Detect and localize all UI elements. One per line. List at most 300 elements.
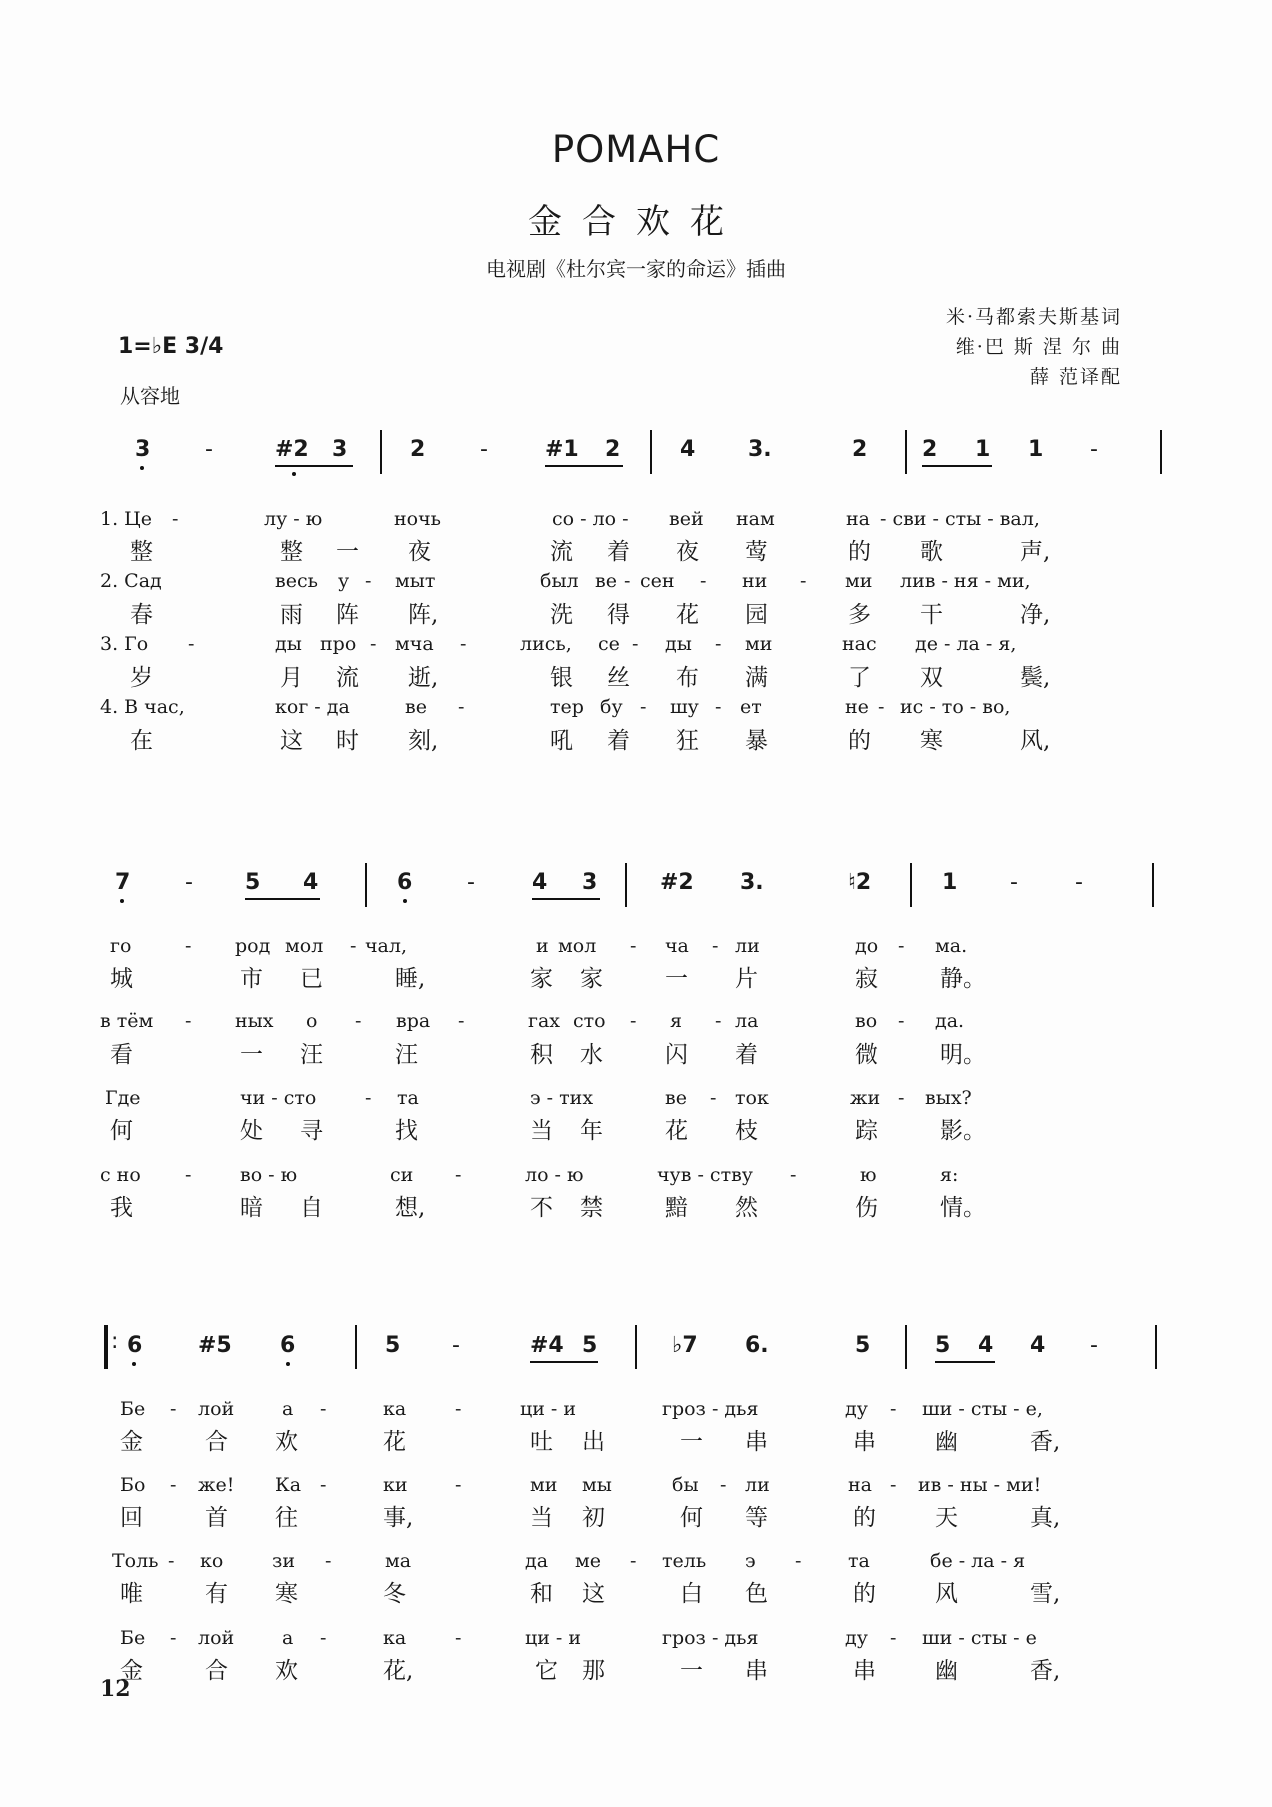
beam: [935, 1361, 995, 1363]
lyric-char: 鬓,: [1020, 665, 1051, 691]
lyric-syllable: бу: [600, 696, 623, 718]
lyric-syllable: -: [170, 1627, 177, 1649]
lyric-syllable: ве: [665, 1087, 687, 1109]
lyric-syllable: -: [365, 1087, 372, 1109]
lyric-char: 风,: [1020, 728, 1051, 754]
lyric-char: 片: [735, 966, 758, 992]
note-hold: -: [452, 1333, 460, 1358]
lyric-syllable: -: [890, 1474, 897, 1496]
lyric-char: 春: [130, 602, 153, 628]
note: #2: [275, 437, 309, 462]
lyric-syllable: ночь: [394, 508, 442, 530]
lyric-char: 水: [580, 1042, 603, 1068]
lyric-syllable: -: [640, 696, 647, 718]
lyric-syllable: да: [525, 1550, 549, 1572]
lyric-char: 香,: [1030, 1429, 1061, 1455]
lyric-syllable: ду: [845, 1398, 868, 1420]
note: 5: [582, 1333, 598, 1358]
lyric-syllable: -: [700, 570, 707, 592]
note: 1: [975, 437, 991, 462]
lyric-syllable: 2. Сад: [100, 570, 162, 592]
lyric-char: 一: [665, 966, 688, 992]
lyric-char: 银: [550, 665, 573, 691]
lyric-syllable: ка: [383, 1398, 407, 1420]
barline: [380, 430, 382, 474]
lyric-char: 有: [205, 1581, 228, 1607]
note: ♭7: [672, 1333, 698, 1358]
lyric-char: 影。: [940, 1118, 986, 1144]
lyric-char: 刻,: [408, 728, 439, 754]
lyric-syllable: та: [397, 1087, 419, 1109]
lyric-char: 花: [665, 1118, 688, 1144]
lyric-syllable: шу: [670, 696, 699, 718]
lyric-char: 禁: [580, 1195, 603, 1221]
beam: [275, 465, 353, 467]
note: 2: [605, 437, 621, 462]
lyric-syllable: ши - сты - е: [922, 1627, 1037, 1649]
beam: [532, 898, 600, 900]
lyric-char: 不: [530, 1195, 553, 1221]
lyric-char: 着: [607, 539, 630, 565]
lyric-char: 了: [848, 665, 871, 691]
lyric-char: 净,: [1020, 602, 1051, 628]
lyric-syllable: гах: [528, 1010, 560, 1032]
lyric-syllable: -: [630, 1010, 637, 1032]
lyric-syllable: -: [715, 696, 722, 718]
lyric-char: 天: [935, 1505, 958, 1531]
lyric-char: 花,: [383, 1658, 414, 1684]
note: 3.: [740, 870, 764, 895]
lyric-char: 我: [110, 1195, 133, 1221]
lyric-syllable: -: [370, 633, 377, 655]
lyric-syllable: ци - и: [525, 1627, 582, 1649]
note: #4: [530, 1333, 564, 1358]
lyric-syllable: -: [170, 1398, 177, 1420]
lyric-syllable: -: [185, 1164, 192, 1186]
barline: [905, 1325, 907, 1369]
lyric-char: 处: [240, 1118, 263, 1144]
song-title: РОМАНС: [551, 128, 721, 171]
lyric-syllable: я: [670, 1010, 682, 1032]
lyric-char: 伤: [855, 1195, 878, 1221]
lyric-char: 吐: [530, 1429, 553, 1455]
lyric-syllable: а: [282, 1627, 294, 1649]
lyric-char: 白: [680, 1581, 703, 1607]
note: ♮2: [848, 870, 872, 895]
lyric-syllable: -: [168, 1550, 175, 1572]
lyric-char: 洗: [550, 602, 573, 628]
lyric-syllable: ли: [745, 1474, 770, 1496]
lyric-syllable: -: [712, 935, 719, 957]
lyric-syllable: лись,: [520, 633, 572, 655]
lyric-syllable: 1. Це: [100, 508, 152, 530]
lyric-char: 冬: [383, 1581, 406, 1607]
octave-dot: [120, 899, 124, 903]
lyric-char: 看: [110, 1042, 133, 1068]
lyric-char: 逝,: [408, 665, 439, 691]
lyric-syllable: -: [355, 1010, 362, 1032]
lyric-syllable: де - ла - я,: [915, 633, 1017, 655]
barline: [635, 1325, 637, 1369]
note: 2: [410, 437, 426, 462]
note: 6: [127, 1333, 143, 1358]
lyric-char: 的: [848, 728, 871, 754]
lyric-char: 何: [110, 1118, 133, 1144]
lyric-syllable: с но: [100, 1164, 141, 1186]
lyric-char: 多: [848, 602, 871, 628]
lyric-syllable: и: [536, 935, 549, 957]
lyric-char: 年: [580, 1118, 603, 1144]
note: 6: [397, 870, 413, 895]
note: 4: [1030, 1333, 1046, 1358]
note: #5: [198, 1333, 232, 1358]
lyric-syllable: -: [460, 633, 467, 655]
repeat-start-barline: [104, 1325, 108, 1369]
lyric-char: 它: [535, 1658, 558, 1684]
lyric-syllable: ив - ны - ми!: [918, 1474, 1042, 1496]
lyric-syllable: нас: [842, 633, 877, 655]
lyric-syllable: лив - ня - ми,: [900, 570, 1031, 592]
lyric-char: 串: [745, 1429, 768, 1455]
lyric-char: 唯: [120, 1581, 143, 1607]
lyric-syllable: ма.: [935, 935, 968, 957]
note: 6: [280, 1333, 296, 1358]
lyric-char: 家: [530, 966, 553, 992]
octave-dot: [292, 472, 296, 476]
lyric-char: 色: [745, 1581, 768, 1607]
lyric-char: 初: [582, 1505, 605, 1531]
lyric-syllable: -: [172, 508, 179, 530]
beam: [922, 465, 992, 467]
lyric-syllable: го: [110, 935, 132, 957]
lyric-char: 布: [676, 665, 699, 691]
lyric-char: 城: [110, 966, 133, 992]
lyric-char: 金: [120, 1658, 143, 1684]
lyric-char: 暴: [745, 728, 768, 754]
lyric-char: 整: [280, 539, 303, 565]
lyric-syllable: вей: [669, 508, 704, 530]
lyric-char: 丝: [607, 665, 630, 691]
lyric-syllable: -: [458, 696, 465, 718]
lyric-syllable: бе - ла - я: [930, 1550, 1026, 1572]
lyric-char: 当: [530, 1505, 553, 1531]
lyric-syllable: вых?: [925, 1087, 972, 1109]
lyric-syllable: ве: [405, 696, 427, 718]
lyric-syllable: мол: [558, 935, 597, 957]
lyric-syllable: чув - ству: [657, 1164, 753, 1186]
lyric-char: 枝: [735, 1118, 758, 1144]
lyric-syllable: гроз - дья: [662, 1398, 759, 1420]
lyric-char: 夜: [676, 539, 699, 565]
note: #2: [660, 870, 694, 895]
note: #1: [545, 437, 579, 462]
repeat-dots: :: [111, 1329, 119, 1354]
barline: [365, 863, 367, 907]
lyric-syllable: ког - да: [275, 696, 350, 718]
lyric-syllable: -: [455, 1398, 462, 1420]
lyric-char: 花: [676, 602, 699, 628]
lyric-char: 情。: [940, 1195, 986, 1221]
lyric-syllable: лу - ю: [264, 508, 323, 530]
barline: [650, 430, 652, 474]
lyric-char: 和: [530, 1581, 553, 1607]
note: 4: [532, 870, 548, 895]
lyric-syllable: чал,: [365, 935, 407, 957]
beam: [545, 465, 623, 467]
octave-dot: [140, 466, 144, 470]
lyric-char: 串: [745, 1658, 768, 1684]
lyric-syllable: -: [170, 1474, 177, 1496]
lyric-syllable: ка: [383, 1627, 407, 1649]
lyric-syllable: же!: [198, 1474, 235, 1496]
note-hold: -: [1090, 1333, 1098, 1358]
lyric-syllable: -: [185, 935, 192, 957]
barline: [905, 430, 907, 474]
note: 5: [855, 1333, 871, 1358]
lyric-syllable: ток: [735, 1087, 769, 1109]
lyric-char: 出: [582, 1429, 605, 1455]
lyric-char: 自: [300, 1195, 323, 1221]
lyric-syllable: -: [715, 1010, 722, 1032]
lyric-syllable: -: [710, 1087, 717, 1109]
note: 4: [978, 1333, 994, 1358]
lyric-syllable: гроз - дья: [662, 1627, 759, 1649]
lyric-syllable: лой: [198, 1627, 235, 1649]
lyric-char: 满: [745, 665, 768, 691]
lyric-char: 整: [130, 539, 153, 565]
lyric-syllable: во: [855, 1010, 878, 1032]
lyric-char: 得: [607, 602, 630, 628]
lyric-syllable: Толь: [112, 1550, 159, 1572]
lyricist-credit: 米·马都索夫斯基词: [945, 306, 1122, 328]
lyric-syllable: да.: [935, 1010, 965, 1032]
note: 5: [385, 1333, 401, 1358]
note-hold: -: [480, 437, 488, 462]
note: 2: [852, 437, 868, 462]
lyric-syllable: на: [846, 508, 870, 530]
lyric-syllable: жи: [850, 1087, 881, 1109]
lyric-char: 夜: [408, 539, 431, 565]
lyric-char: 阵,: [408, 602, 439, 628]
lyric-char: 何: [680, 1505, 703, 1531]
composer-credit: 维·巴 斯 涅 尔 曲: [955, 336, 1122, 358]
lyric-syllable: ды: [275, 633, 302, 655]
lyric-syllable: Ка: [275, 1474, 302, 1496]
lyric-syllable: -: [630, 1550, 637, 1572]
lyric-char: 的: [848, 539, 871, 565]
lyric-char: 的: [853, 1505, 876, 1531]
note: 5: [935, 1333, 951, 1358]
lyric-syllable: ми: [745, 633, 773, 655]
lyric-char: 一: [680, 1658, 703, 1684]
lyric-char: 金: [120, 1429, 143, 1455]
lyric-char: 闪: [665, 1042, 688, 1068]
lyric-syllable: бы: [672, 1474, 699, 1496]
lyric-syllable: весь: [275, 570, 318, 592]
lyric-syllable: не: [845, 696, 869, 718]
lyric-syllable: -: [320, 1398, 327, 1420]
lyric-char: 着: [735, 1042, 758, 1068]
lyric-syllable: -: [320, 1627, 327, 1649]
lyric-char: 首: [205, 1505, 228, 1531]
lyric-syllable: -: [800, 570, 807, 592]
lyric-syllable: -: [795, 1550, 802, 1572]
lyric-syllable: -: [878, 696, 885, 718]
lyric-syllable: а: [282, 1398, 294, 1420]
lyric-syllable: ме: [575, 1550, 602, 1572]
lyric-char: 一: [680, 1429, 703, 1455]
note: 3: [582, 870, 598, 895]
lyric-char: 微: [855, 1042, 878, 1068]
lyric-syllable: -: [455, 1474, 462, 1496]
lyric-char: 积: [530, 1042, 553, 1068]
lyric-char: 已: [300, 966, 323, 992]
lyric-syllable: мол: [285, 935, 324, 957]
lyric-syllable: о: [306, 1010, 318, 1032]
lyric-syllable: -: [890, 1398, 897, 1420]
lyric-char: 花: [383, 1429, 406, 1455]
lyric-syllable: мы: [582, 1474, 612, 1496]
note: 5: [245, 870, 261, 895]
lyric-syllable: ет: [740, 696, 762, 718]
lyric-syllable: -: [320, 1474, 327, 1496]
lyric-syllable: -: [632, 633, 639, 655]
lyric-char: 月: [280, 665, 303, 691]
note: 6.: [745, 1333, 769, 1358]
lyric-syllable: -: [790, 1164, 797, 1186]
lyric-char: 往: [275, 1505, 298, 1531]
lyric-syllable: -: [898, 1010, 905, 1032]
lyric-char: 干: [920, 602, 943, 628]
note-hold: -: [467, 870, 475, 895]
lyric-char: 回: [120, 1505, 143, 1531]
lyric-syllable: 3. Го: [100, 633, 149, 655]
lyric-char: 园: [745, 602, 768, 628]
lyric-syllable: ве: [595, 570, 617, 592]
key-signature: 1=♭E 3/4: [118, 334, 224, 359]
lyric-char: 幽: [935, 1658, 958, 1684]
lyric-char: 寂: [855, 966, 878, 992]
lyric-syllable: се: [598, 633, 620, 655]
lyric-syllable: -: [720, 1474, 727, 1496]
translator-credit: 薛 范译配: [1029, 366, 1122, 388]
lyric-char: 找: [395, 1118, 418, 1144]
lyric-char: 一: [240, 1042, 263, 1068]
lyric-syllable: -: [890, 1627, 897, 1649]
lyric-char: 踪: [855, 1118, 878, 1144]
note-hold: -: [1075, 870, 1083, 895]
lyric-syllable: ча: [665, 935, 689, 957]
lyric-syllable: род: [235, 935, 271, 957]
note: 7: [115, 870, 131, 895]
lyric-char: 这: [280, 728, 303, 754]
lyric-char: 然: [735, 1195, 758, 1221]
lyric-syllable: -: [898, 935, 905, 957]
lyric-char: 莺: [745, 539, 768, 565]
song-source: 电视剧《杜尔宾一家的命运》插曲: [486, 257, 786, 281]
lyric-syllable: э: [745, 1550, 756, 1572]
lyric-syllable: Бе: [120, 1627, 146, 1649]
lyric-char: 狂: [676, 728, 699, 754]
lyric-syllable: вра: [396, 1010, 431, 1032]
lyric-syllable: -: [715, 633, 722, 655]
lyric-syllable: ши - сты - е,: [922, 1398, 1043, 1420]
lyric-syllable: чи - сто: [240, 1087, 317, 1109]
lyric-syllable: -: [898, 1087, 905, 1109]
note: 2: [922, 437, 938, 462]
lyric-char: 雨: [280, 602, 303, 628]
lyric-syllable: ды: [665, 633, 692, 655]
lyric-syllable: -: [455, 1164, 462, 1186]
lyric-char: 雪,: [1030, 1581, 1061, 1607]
lyric-syllable: -: [325, 1550, 332, 1572]
lyric-syllable: -: [624, 570, 631, 592]
lyric-syllable: лой: [198, 1398, 235, 1420]
lyric-char: 市: [240, 966, 263, 992]
lyric-syllable: на: [848, 1474, 872, 1496]
lyric-char: 等: [745, 1505, 768, 1531]
lyric-syllable: э - тих: [530, 1087, 594, 1109]
lyric-char: 欢: [275, 1658, 298, 1684]
note-hold: -: [185, 870, 193, 895]
note: 4: [680, 437, 696, 462]
lyric-char: 当: [530, 1118, 553, 1144]
lyric-syllable: ло - ю: [525, 1164, 584, 1186]
barline: [625, 863, 627, 907]
lyric-char: 着: [607, 728, 630, 754]
lyric-char: 寻: [300, 1118, 323, 1144]
lyric-syllable: Бо: [120, 1474, 146, 1496]
lyric-syllable: -: [350, 935, 357, 957]
lyric-char: 汪: [300, 1042, 323, 1068]
lyric-syllable: ци - и: [520, 1398, 577, 1420]
barline: [355, 1325, 357, 1369]
lyric-char: 吼: [550, 728, 573, 754]
note-hold: -: [205, 437, 213, 462]
octave-dot: [132, 1362, 136, 1366]
lyric-char: 风: [935, 1581, 958, 1607]
beam: [245, 898, 320, 900]
lyric-syllable: со - ло -: [552, 508, 629, 530]
lyric-char: 寒: [275, 1581, 298, 1607]
lyric-syllable: -: [630, 935, 637, 957]
note: 3: [135, 437, 151, 462]
barline: [1155, 1325, 1157, 1369]
lyric-syllable: мча: [395, 633, 434, 655]
lyric-char: 暗: [240, 1195, 263, 1221]
lyric-char: 在: [130, 728, 153, 754]
lyric-syllable: -: [185, 1010, 192, 1032]
lyric-char: 事,: [383, 1505, 414, 1531]
lyric-syllable: до: [855, 935, 879, 957]
lyric-char: 声,: [1020, 539, 1051, 565]
lyric-syllable: ду: [845, 1627, 868, 1649]
lyric-syllable: та: [848, 1550, 870, 1572]
note-hold: -: [1010, 870, 1018, 895]
lyric-char: 岁: [130, 665, 153, 691]
lyric-char: 睡,: [395, 966, 426, 992]
note: 4: [303, 870, 319, 895]
lyric-syllable: я:: [940, 1164, 959, 1186]
octave-dot: [286, 1362, 290, 1366]
song-subtitle: 金合欢花: [528, 202, 744, 242]
lyric-syllable: -: [458, 1010, 465, 1032]
lyric-char: 歌: [920, 539, 943, 565]
lyric-syllable: про: [320, 633, 357, 655]
lyric-char: 那: [582, 1658, 605, 1684]
barline: [1152, 863, 1154, 907]
lyric-syllable: у: [338, 570, 350, 592]
